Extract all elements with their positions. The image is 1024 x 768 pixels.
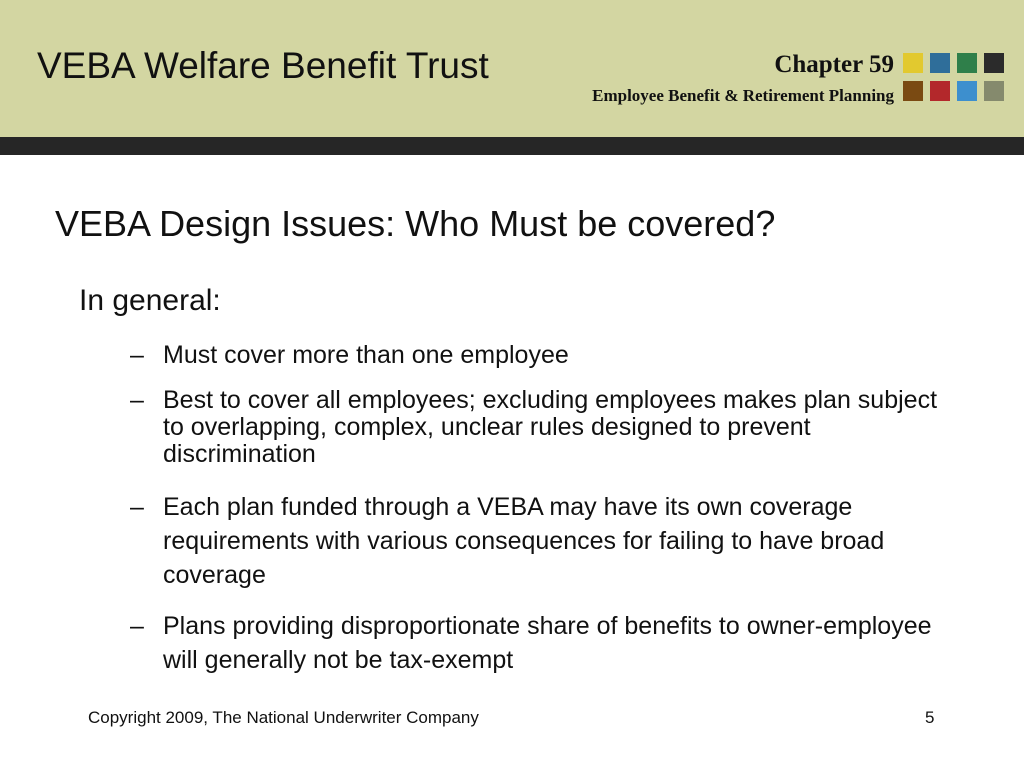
logo-square-red (930, 81, 950, 101)
chapter-label: Chapter 59 (774, 51, 894, 78)
logo-square-gray (984, 81, 1004, 101)
logo-square-black (984, 53, 1004, 73)
logo-square-yellow (903, 53, 923, 73)
header-divider-bar (0, 137, 1024, 155)
deck-title: VEBA Welfare Benefit Trust (37, 45, 489, 86)
bullet-text: Best to cover all employees; excluding employees makes plan subject to overlapping, complex, unclear rules designed to prevent discrimination (163, 386, 938, 468)
bullet-dash: – (130, 493, 144, 521)
bullet-text: Must cover more than one employee (163, 341, 569, 369)
logo-square-brown (903, 81, 923, 101)
book-subtitle: Employee Benefit & Retirement Planning (592, 86, 894, 105)
bullet-item (130, 340, 950, 370)
bullet-dash: – (130, 386, 144, 414)
lead-text: In general: (79, 284, 221, 317)
bullet-dash: – (130, 341, 144, 369)
bullet-dash: – (130, 612, 144, 640)
page-number: 5 (925, 708, 935, 727)
logo-square-light-blue (957, 81, 977, 101)
bullet-item (130, 490, 950, 592)
logo-square-green (957, 53, 977, 73)
slide-header (0, 0, 1024, 137)
footer-copyright: Copyright 2009, The National Underwriter Company (88, 708, 479, 727)
bullet-item (130, 387, 950, 468)
logo-square-blue (930, 53, 950, 73)
bullet-text: Each plan funded through a VEBA may have its own coverage requirements with various consequences for failing to have broad coverage (163, 493, 885, 589)
bullet-item (130, 609, 950, 677)
slide-heading: VEBA Design Issues: Who Must be covered? (55, 203, 776, 244)
bullet-text: Plans providing disproportionate share of benefits to owner-employee will generally not be tax-exempt (163, 612, 932, 674)
